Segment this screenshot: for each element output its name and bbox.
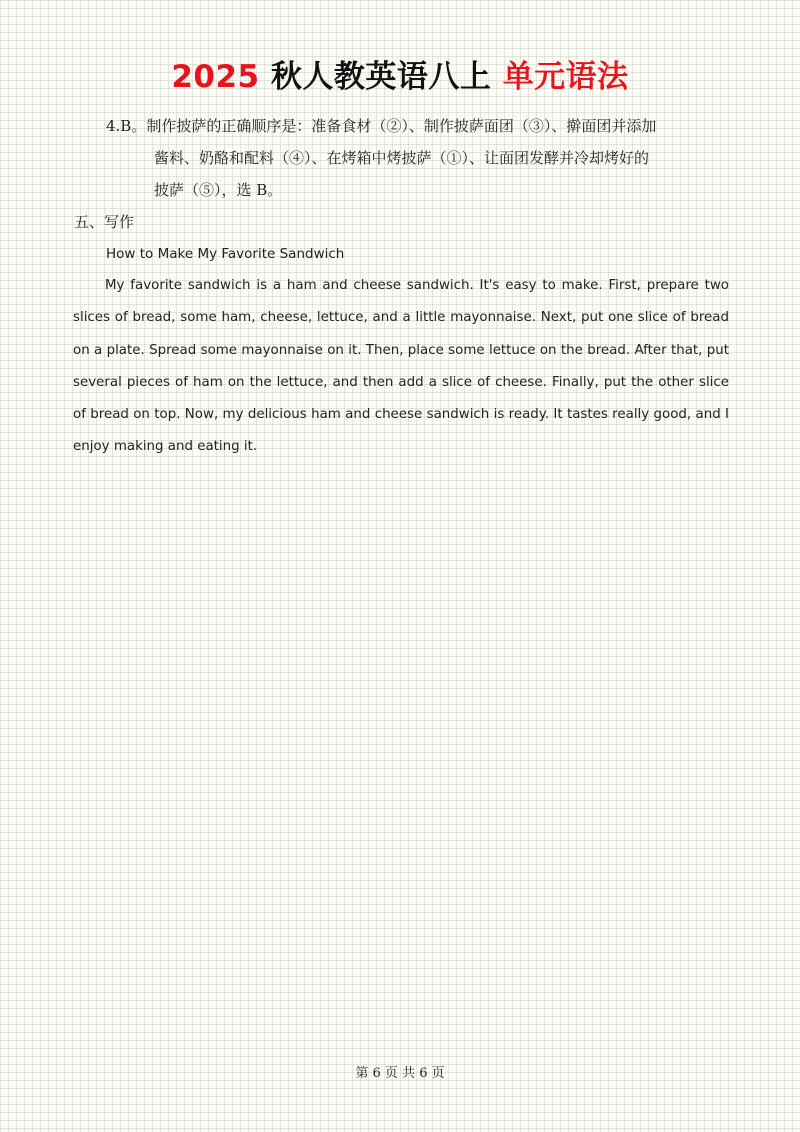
page-title [0,52,800,102]
title-suffix: 单元语法 [502,59,629,95]
answer-line-1: 4.B。制作披萨的正确顺序是：准备食材（②）、制作披萨面团（③）、擀面团并添加 [106,117,657,135]
answer-explanation [106,110,736,206]
answer-line-2: 酱料、奶酪和配料（④）、在烤箱中烤披萨（①）、让面团发酵并冷却烤好的 [154,149,650,167]
essay-title: How to Make My Favorite Sandwich [106,246,345,262]
essay-body: My favorite sandwich is a ham and cheese sandwich. It's easy to make. First, prepare two slices of bread, some ham, cheese, lettuce, and a little mayonnaise. Next, put one slice of bread on a plate. Spread some mayonnaise on it. Then, place some lettuce on the bread. After that, put several pieces of ham on the lettuce, and then add a slice of cheese. Finally, put the other slice of bread on top. Now, my delicious ham and cheese sandwich is ready. It tastes really good, and I enjoy making and eating it. [73,278,729,455]
page-number-footer: 第 6 页 共 6 页 [355,1066,445,1081]
answer-line-3: 披萨（⑤），选 B。 [154,181,283,199]
title-middle: 秋人教英语八上 [270,59,492,95]
title-year: 2025 [171,59,260,95]
section-heading-writing: 五、写作 [74,213,135,231]
